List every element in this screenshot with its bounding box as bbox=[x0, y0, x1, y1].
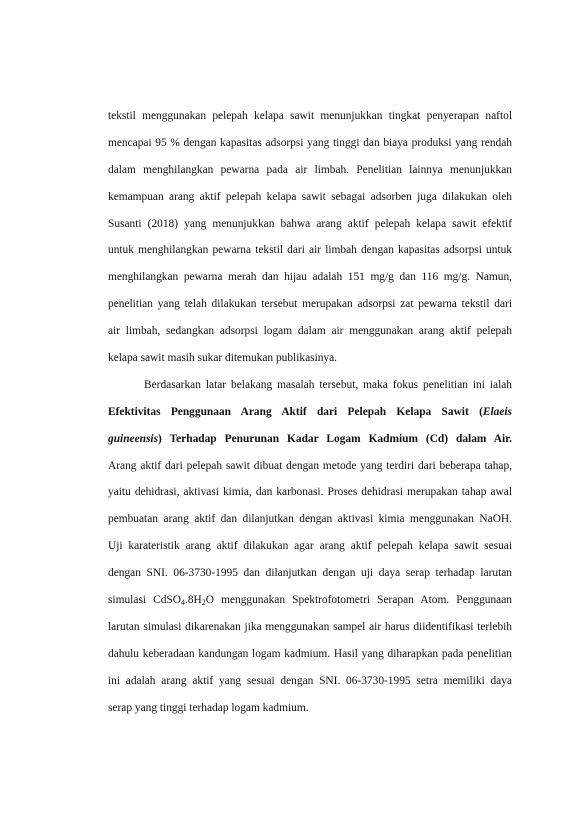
text-line: larutan simulasi dikarenakan jika menggunakan sampel air harus diidentifikasi terlebih bbox=[108, 620, 512, 633]
text-line: kemampuan arang aktif pelepah kelapa sawit sebagai adsorben juga dilakukan oleh bbox=[108, 190, 512, 203]
text-line: Uji karateristik arang aktif dilakukan agar arang aktif pelepah kelapa sawit sesuai bbox=[108, 540, 512, 553]
text-line: ini adalah arang aktif yang sesuai dengan SNI. 06-3730-1995 setra memiliki daya bbox=[108, 674, 512, 687]
paragraph-2 bbox=[108, 372, 512, 722]
text-line: mencapai 95 % dengan kapasitas adsorpsi yang tinggi dan biaya produksi yang rendah bbox=[108, 136, 512, 149]
text-line: air limbah, sedangkan adsorpsi logam dalam air menggunakan arang aktif pelepah bbox=[108, 325, 512, 338]
text-line-indented: Berdasarkan latar belakang masalah tersebut, maka fokus penelitian ini ialah bbox=[144, 378, 512, 391]
text-line: menghilangkan pewarna merah dan hijau adalah 151 mg/g dan 116 mg/g. Namun, bbox=[108, 271, 512, 284]
formula-line bbox=[108, 587, 512, 614]
text-line: tekstil menggunakan pelepah kelapa sawit menunjukkan tingkat penyerapan naftol bbox=[108, 110, 512, 122]
document-page bbox=[108, 103, 512, 721]
text-line: untuk menghilangkan pewarna tekstil dari air limbah dengan kapasitas adsorpsi untuk bbox=[108, 244, 512, 257]
text-line: penelitian yang telah dilakukan tersebut merupakan adsorpsi zat pewarna tekstil dari bbox=[108, 298, 512, 311]
text-line: kelapa sawit masih sukar ditemukan publikasinya. bbox=[108, 352, 338, 365]
species-name-italic: Elaeis bbox=[482, 405, 512, 418]
text-line: serap yang tinggi terhadap logam kadmium. bbox=[108, 701, 309, 714]
text-line: dahulu keberadaan kandungan logam kadmium. Hasil yang diharapkan pada penelitian bbox=[108, 647, 512, 660]
text-line: Susanti (2018) yang menunjukkan bahwa arang aktif pelepah kelapa sawit efektif bbox=[108, 217, 512, 230]
formula-text: .8H bbox=[184, 594, 202, 607]
text-line: pembuatan arang aktif dan dilanjutkan dengan aktivasi kimia menggunakan NaOH. bbox=[108, 513, 512, 526]
text-line: Arang aktif dari pelepah sawit dibuat dengan metode yang terdiri dari beberapa tahap, bbox=[108, 459, 512, 472]
formula-subscript: 4 bbox=[180, 598, 185, 608]
formula-subscript: 2 bbox=[201, 598, 206, 608]
species-name-italic: guineensis bbox=[108, 432, 159, 445]
research-title-text: ) Terhadap Penurunan Kadar Logam Kadmium (Cd) dalam Air. bbox=[158, 432, 512, 445]
formula-text: O menggunakan Spektrofotometri Serapan Atom. Penggunaan bbox=[205, 594, 512, 607]
text-line: yaitu dehidrasi, aktivasi kimia, dan karbonasi. Proses dehidrasi merupakan tahap awal bbox=[108, 486, 512, 499]
formula-text: simulasi CdSO bbox=[108, 594, 181, 607]
research-title-line-2 bbox=[108, 426, 512, 453]
text-line: dengan SNI. 06-3730-1995 dan dilanjutkan dengan uji daya serap terhadap larutan bbox=[108, 567, 512, 580]
paragraph-1 bbox=[108, 103, 512, 372]
research-title-text: Efektivitas Penggunaan Arang Aktif dari Pelepah Kelapa Sawit ( bbox=[108, 405, 483, 418]
research-title-line-1 bbox=[108, 399, 512, 426]
text-line: dalam menghilangkan pewarna pada air limbah. Penelitian lainnya menunjukkan bbox=[108, 163, 512, 176]
